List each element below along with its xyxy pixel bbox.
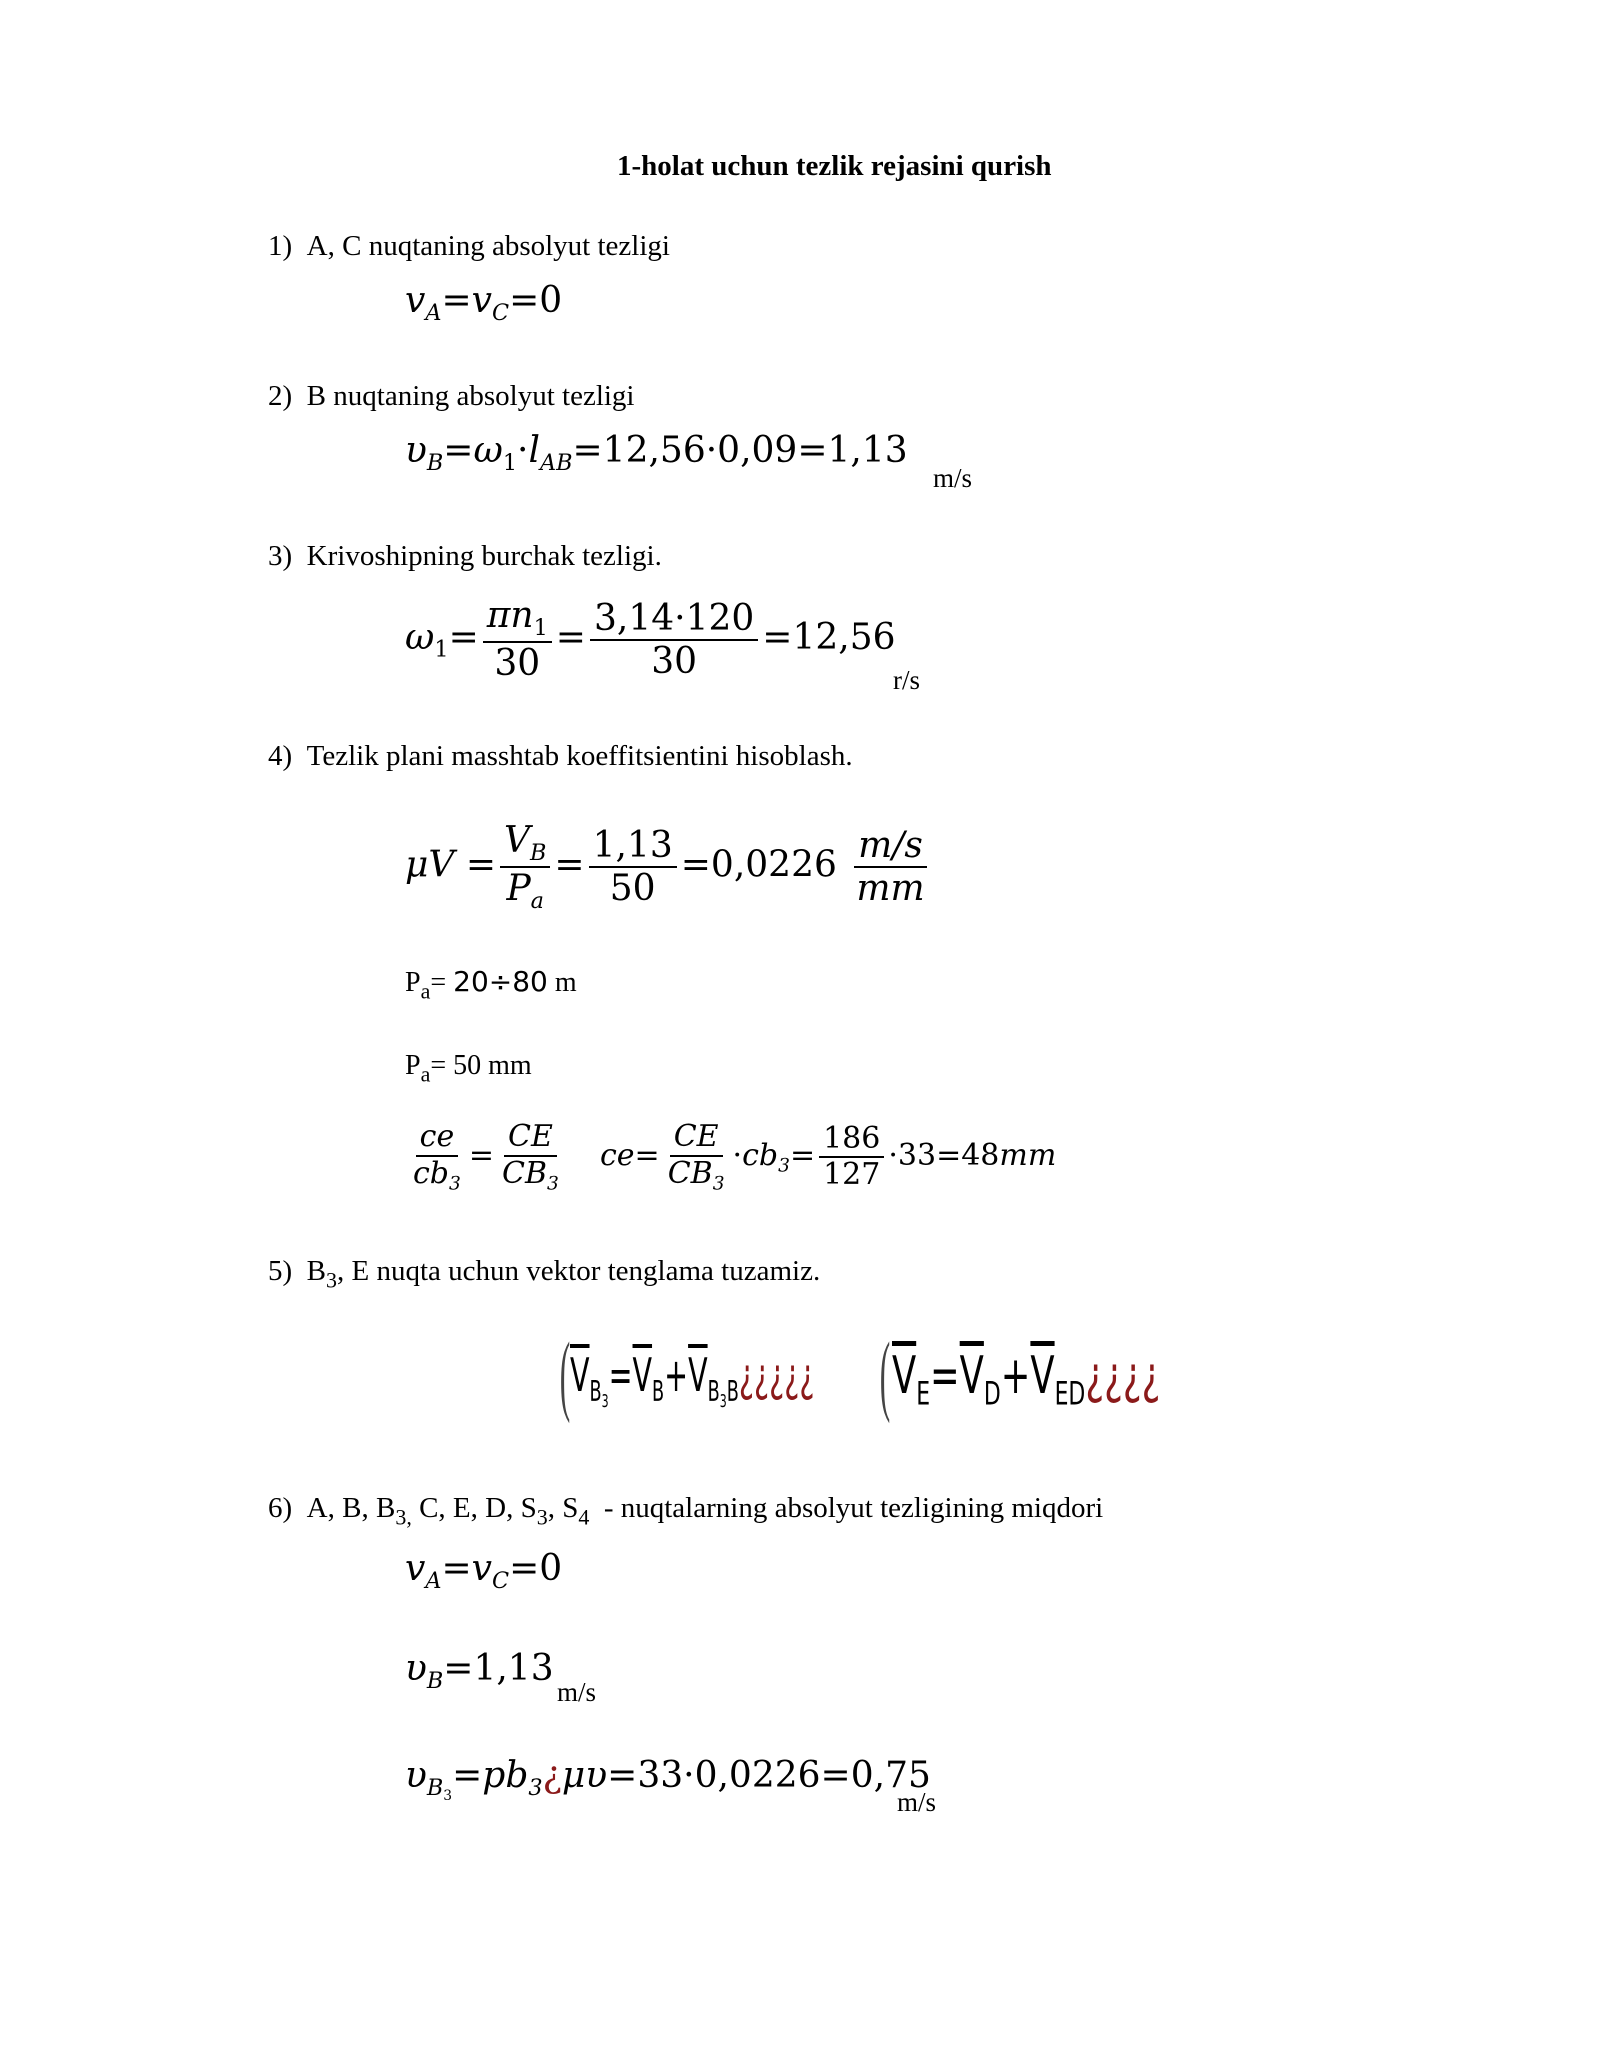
item-text: Krivoshipning burchak tezligi. [306,540,662,572]
item-text: B nuqtaning absolyut tezligi [306,380,635,412]
page-title: 1-holat uchun tezlik rejasini qurish [617,150,1052,182]
fraction: $\frac{V_B}{P_a}$ [500,820,550,915]
item-number: 6) [268,1492,293,1524]
formula-va-vc: $v_A=v_C=0$ [405,280,563,326]
list-item [268,230,670,263]
formula-mu-v: μV = $\frac{V_B}{P_a}$ = $\frac{1,13}{50}$ =0,0226 $\frac{m/s}{mm}$ [405,820,933,915]
item-number: 5) [268,1255,293,1287]
list-item: 6) A, B, $B_{3,}$ C, E, D, $S_3$, $S_4$ - nuqtalarning absolyut tezligining miqdori [268,1492,1104,1530]
fraction: $\frac{3,14\cdot 120}{30}$ [590,598,758,683]
formula-vb: $\upsilon_B=\omega_1\cdot l_{AB}=12,56\cdot 0,09=1,13$ [405,430,908,476]
list-item [268,740,853,773]
fraction: $\frac{ce}{cb_3}$ [413,1119,461,1194]
unit-label: m/s [933,463,973,493]
unit-label: m/s [557,1677,597,1707]
formula-vb3: $\upsilon_{B_3}=pb_3¿\mu\upsilon=33\cdot 0,0226=0,75$ [405,1755,931,1804]
formula-ce: ce= $\frac{CE}{CB_3}$ $\cdot cb_3=$ $\frac{186}{127}$ ·33=48mm [600,1119,1057,1194]
item-number: 3) [268,540,293,572]
formula-vb-2: $\upsilon_B=1,13$ [405,1648,554,1694]
unit-label: m/s [897,1787,937,1817]
pa-range: $P_a= 20\div 80$ m [405,965,577,1004]
item-number: 1) [268,230,293,262]
unit-fraction: $\frac{m/s}{mm}$ [852,825,928,910]
fraction: $\frac{CE}{CB_3}$ [667,1119,725,1194]
unit-label: r/s [893,665,920,695]
formula-omega: $\omega_1=$ $\frac{\pi n_1}{30}$ = $\frac{3,14\cdot 120}{30}$ =12,56 [405,595,896,685]
fraction: $\frac{CE}{CB_3}$ [502,1119,559,1194]
fraction: $\frac{186}{127}$ [819,1122,884,1193]
list-item: 5) $B_3$, E nuqta uchun vektor tenglama tuzamiz. [268,1255,821,1293]
item-number: 4) [268,740,293,772]
list-item [268,380,635,413]
item-text: Tezlik plani masshtab koeffitsientini hisoblash. [306,740,853,772]
formula-va-vc-2: $v_A=v_C=0$ [405,1548,563,1594]
formula-ratio: $\frac{ce}{cb_3}$ = $\frac{CE}{CB_3}$ [405,1120,567,1194]
item-text: A, C nuqtaning absolyut tezligi [306,230,670,262]
pa-value: $P_a= 50$ mm [405,1050,532,1087]
list-item [268,540,662,573]
item-number: 2) [268,380,293,412]
fraction: $\frac{\pi n_1}{30}$ [483,595,552,685]
fraction: $\frac{1,13}{50}$ [589,825,677,910]
